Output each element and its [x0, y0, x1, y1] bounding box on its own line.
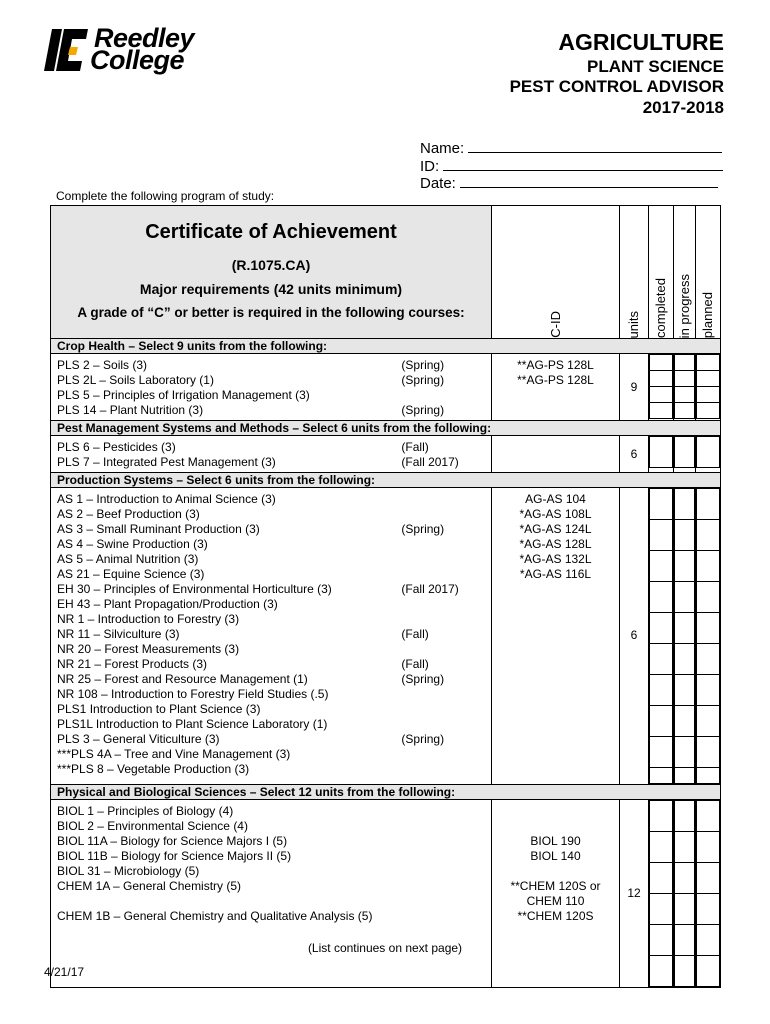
section-units: 6: [620, 488, 649, 785]
course-item: [51, 403, 491, 418]
in-progress-checkbox[interactable]: [675, 675, 695, 706]
course-item: [51, 762, 491, 777]
course-name: ***PLS 8 – Vegetable Production (3): [57, 762, 250, 776]
course-cid: [492, 597, 619, 612]
section-title: Physical and Biological Sciences – Select 12 units from the following:: [51, 784, 721, 799]
cid-column-header: [492, 206, 620, 339]
completed-checkbox[interactable]: [650, 768, 673, 784]
planned-checkbox[interactable]: [697, 371, 720, 387]
planned-checkbox[interactable]: [697, 768, 720, 784]
course-term: (Spring): [401, 672, 445, 686]
in-progress-checkbox[interactable]: [675, 862, 695, 893]
in-progress-checkbox[interactable]: [675, 387, 695, 403]
in-progress-header-label: in progress: [676, 273, 692, 338]
logo-mark-icon: [44, 29, 88, 71]
course-term: [401, 567, 491, 582]
completed-checkbox[interactable]: [650, 551, 673, 582]
completed-checkbox[interactable]: [650, 706, 673, 737]
in-progress-checkbox[interactable]: [675, 582, 695, 613]
course-name: PLS 7 – Integrated Pest Management (3): [57, 455, 276, 469]
course-term: (Fall): [401, 657, 429, 671]
units-column-header: [620, 206, 649, 339]
in-progress-checkbox[interactable]: [675, 371, 695, 387]
course-name: PLS1 Introduction to Plant Science (3): [57, 702, 261, 716]
course-item: [51, 702, 491, 717]
checkbox-grid: [674, 488, 695, 784]
course-term: [401, 388, 491, 403]
cid-header-label: C-ID: [547, 311, 563, 338]
course-item: [51, 388, 491, 403]
course-cid: [492, 864, 619, 879]
course-name: AS 5 – Animal Nutrition (3): [57, 552, 199, 566]
course-cid: *AG-AS 132L: [519, 552, 592, 566]
in-progress-checkbox-column[interactable]: [674, 436, 696, 473]
section-row: [51, 799, 721, 987]
completed-checkbox[interactable]: [650, 371, 673, 387]
course-item: [51, 657, 491, 672]
course-item: [51, 732, 491, 747]
course-item: [51, 642, 491, 657]
course-term: (Spring): [401, 732, 445, 746]
course-cid: [492, 687, 619, 702]
planned-checkbox[interactable]: [697, 551, 720, 582]
course-name: AS 4 – Swine Production (3): [57, 537, 208, 551]
in-progress-checkbox[interactable]: [675, 403, 695, 419]
planned-checkbox[interactable]: [697, 862, 720, 893]
course-name: BIOL 31 – Microbiology (5): [57, 863, 200, 878]
section-courses: [51, 436, 492, 473]
course-term: [401, 819, 491, 834]
planned-checkbox[interactable]: [697, 403, 720, 419]
course-term: (Fall): [401, 627, 429, 641]
in-progress-checkbox[interactable]: [675, 955, 695, 986]
grade-requirement: A grade of “C” or better is required in the following courses:: [77, 305, 465, 320]
course-cid: [492, 657, 619, 672]
course-term: [401, 492, 491, 507]
course-cid: CHEM 110: [526, 893, 585, 908]
course-term: [401, 507, 491, 522]
course-term: [401, 804, 491, 819]
planned-checkbox-column[interactable]: [696, 436, 721, 473]
course-cid: *AG-AS 124L: [519, 522, 592, 536]
course-term: [401, 642, 491, 657]
certificate-title: Certificate of Achievement: [145, 221, 397, 243]
course-name: AS 3 – Small Ruminant Production (3): [57, 522, 260, 536]
date-field[interactable]: [420, 173, 718, 193]
course-name: EH 43 – Plant Propagation/Production (3): [57, 597, 278, 611]
course-name: PLS 14 – Plant Nutrition (3): [57, 403, 204, 417]
college-logo: [44, 23, 234, 76]
completed-checkbox[interactable]: [650, 737, 673, 768]
planned-checkbox[interactable]: [697, 437, 720, 468]
course-term: [401, 612, 491, 627]
major-requirements: Major requirements (42 units minimum): [139, 281, 403, 297]
completed-checkbox[interactable]: [650, 613, 673, 644]
course-cid: [492, 388, 619, 403]
section-title: Crop Health – Select 9 units from the following:: [51, 339, 721, 354]
in-progress-checkbox[interactable]: [675, 489, 695, 520]
course-item: [51, 804, 491, 819]
planned-checkbox[interactable]: [697, 355, 720, 371]
completed-checkbox[interactable]: [650, 582, 673, 613]
course-item: [51, 834, 491, 849]
course-item: [51, 612, 491, 627]
planned-checkbox-column[interactable]: [696, 488, 721, 785]
checkbox-grid: [649, 488, 673, 784]
in-progress-checkbox[interactable]: [675, 613, 695, 644]
checkbox-grid: [696, 488, 720, 784]
completed-checkbox[interactable]: [650, 800, 673, 831]
completed-checkbox[interactable]: [650, 403, 673, 419]
course-term: [401, 702, 491, 717]
logo-line-1: Reedley: [94, 23, 195, 53]
course-name: NR 11 – Silviculture (3): [57, 627, 180, 641]
course-cid: *AG-AS 116L: [519, 567, 592, 581]
course-cid: *AG-AS 128L: [519, 537, 592, 551]
completed-checkbox-column[interactable]: [649, 799, 674, 987]
revision-date: 4/21/17: [44, 965, 85, 979]
certificate-code: (R.1075.CA): [231, 257, 311, 273]
course-name: NR 1 – Introduction to Forestry (3): [57, 612, 240, 626]
course-name: BIOL 1 – Principles of Biology (4): [57, 803, 234, 818]
section-units: 12: [620, 799, 649, 987]
checkbox-grid: [696, 436, 720, 468]
course-term: [401, 537, 491, 552]
course-name: BIOL 2 – Environmental Science (4): [57, 818, 248, 833]
course-cid: [492, 642, 619, 657]
course-cid: [492, 762, 619, 777]
in-progress-checkbox[interactable]: [675, 831, 695, 862]
course-term: [401, 717, 491, 732]
course-item: [51, 358, 491, 373]
course-cid: [492, 440, 619, 455]
course-name: PLS 2 – Soils (3): [57, 358, 148, 372]
course-cid: [492, 702, 619, 717]
course-item: [51, 819, 491, 834]
course-term: [401, 909, 491, 924]
course-name: CHEM 1B – General Chemistry and Qualitative Analysis (5): [57, 908, 373, 923]
planned-checkbox[interactable]: [697, 520, 720, 551]
planned-checkbox[interactable]: [697, 893, 720, 924]
planned-checkbox[interactable]: [697, 737, 720, 768]
course-name: AS 1 – Introduction to Animal Science (3): [57, 492, 276, 506]
course-item: [51, 597, 491, 612]
course-cid: [492, 804, 619, 819]
section-courses: [51, 354, 492, 421]
section-row: [51, 436, 721, 473]
sections-body: [51, 339, 721, 988]
course-cid: AG-AS 104: [525, 492, 586, 506]
course-name: AS 21 – Equine Science (3): [57, 567, 205, 581]
section-units: 6: [620, 436, 649, 473]
course-item: [51, 582, 491, 597]
course-term: [401, 849, 491, 864]
course-item: [51, 373, 491, 388]
in-progress-checkbox[interactable]: [675, 437, 695, 468]
in-progress-checkbox[interactable]: [675, 551, 695, 582]
checkbox-grid: [674, 800, 695, 987]
course-cid: [492, 819, 619, 834]
course-cid: **AG-PS 128L: [517, 358, 594, 372]
completed-checkbox[interactable]: [650, 355, 673, 371]
completed-checkbox[interactable]: [650, 520, 673, 551]
checkbox-grid: [649, 800, 673, 987]
course-cid: [492, 627, 619, 642]
course-term: [401, 552, 491, 567]
course-item: [51, 627, 491, 642]
course-cid: [492, 403, 619, 418]
course-item: [51, 909, 491, 924]
completed-checkbox-column[interactable]: [649, 436, 674, 473]
course-term: [401, 894, 491, 909]
course-item: [51, 864, 491, 879]
course-term: (Fall 2017): [401, 455, 459, 469]
course-item: [51, 440, 491, 455]
course-name: CHEM 1A – General Chemistry (5): [57, 878, 242, 893]
course-term: [401, 687, 491, 702]
course-name: [57, 894, 401, 909]
section-row: [51, 488, 721, 785]
program-title: AGRICULTURE: [558, 29, 724, 55]
section-cid: [492, 799, 620, 987]
course-name: NR 25 – Forest and Resource Management (1): [57, 672, 308, 686]
course-item: [51, 522, 491, 537]
course-name: PLS1L Introduction to Plant Science Laboratory (1): [57, 717, 328, 731]
in-progress-checkbox[interactable]: [675, 893, 695, 924]
course-cid: [492, 732, 619, 747]
checkbox-grid: [696, 800, 720, 987]
course-item: [51, 687, 491, 702]
name-label: Name:: [420, 140, 465, 157]
in-progress-checkbox-column[interactable]: [674, 488, 696, 785]
course-cid: [492, 672, 619, 687]
in-progress-checkbox[interactable]: [675, 355, 695, 371]
course-term: (Spring): [401, 358, 445, 372]
date-input-line[interactable]: [460, 173, 718, 188]
program-year: 2017-2018: [642, 98, 724, 117]
course-term: [401, 747, 491, 762]
checkbox-grid: [674, 436, 695, 468]
checkbox-grid: [674, 354, 695, 419]
program-table: [50, 205, 721, 988]
completed-checkbox-column[interactable]: [649, 354, 674, 421]
section-units: 9: [620, 354, 649, 421]
course-item: [51, 747, 491, 762]
course-name: ***PLS 4A – Tree and Vine Management (3): [57, 747, 291, 761]
course-term: (Spring): [401, 522, 445, 536]
units-header-label: units: [626, 310, 641, 338]
planned-column-header: [696, 206, 721, 339]
course-cid: **CHEM 120S: [517, 908, 594, 923]
course-term: [401, 864, 491, 879]
course-item: [51, 455, 491, 470]
course-term: [401, 597, 491, 612]
completed-checkbox[interactable]: [650, 955, 673, 986]
course-name: PLS 2L – Soils Laboratory (1): [57, 373, 214, 387]
checkbox-grid: [649, 354, 673, 419]
in-progress-column-header: [674, 206, 696, 339]
planned-checkbox[interactable]: [697, 644, 720, 675]
course-cid: [492, 612, 619, 627]
course-item: [51, 492, 491, 507]
course-cid: BIOL 190: [530, 833, 581, 848]
planned-checkbox[interactable]: [697, 955, 720, 986]
course-cid: BIOL 140: [530, 848, 581, 863]
section-courses: [51, 799, 492, 987]
completed-checkbox-column[interactable]: [649, 488, 674, 785]
course-cid: [492, 582, 619, 597]
completed-checkbox[interactable]: [650, 893, 673, 924]
checkbox-grid: [649, 436, 673, 468]
course-name: PLS 3 – General Viticulture (3): [57, 732, 220, 746]
section-cid: [492, 436, 620, 473]
course-name: NR 108 – Introduction to Forestry Field Studies (.5): [57, 687, 329, 701]
course-name: PLS 5 – Principles of Irrigation Management (3): [57, 388, 310, 402]
intro-text: Complete the following program of study:: [56, 189, 275, 203]
name-field[interactable]: [420, 138, 722, 158]
completed-checkbox[interactable]: [650, 862, 673, 893]
planned-checkbox[interactable]: [697, 675, 720, 706]
date-label: Date:: [420, 175, 456, 192]
completed-column-header: [649, 206, 674, 339]
program-subtitle: PLANT SCIENCE: [587, 57, 724, 76]
course-item: [51, 717, 491, 732]
course-term: (Spring): [401, 403, 445, 417]
id-input-line[interactable]: [443, 156, 723, 171]
course-name: BIOL 11A – Biology for Science Majors I (5): [57, 833, 288, 848]
completed-checkbox[interactable]: [650, 831, 673, 862]
in-progress-checkbox[interactable]: [675, 520, 695, 551]
course-item: [51, 879, 491, 894]
completed-checkbox[interactable]: [650, 387, 673, 403]
course-item: [51, 894, 491, 909]
course-cid: [492, 747, 619, 762]
course-item: [51, 552, 491, 567]
in-progress-checkbox-column[interactable]: [674, 354, 696, 421]
planned-checkbox[interactable]: [697, 387, 720, 403]
course-cid: **CHEM 120S or: [510, 878, 601, 893]
checkbox-grid: [696, 354, 720, 419]
planned-checkbox-column[interactable]: [696, 354, 721, 421]
program-name: PEST CONTROL ADVISOR: [509, 77, 724, 96]
section-cid: [492, 488, 620, 785]
in-progress-checkbox[interactable]: [675, 737, 695, 768]
completed-checkbox[interactable]: [650, 489, 673, 520]
planned-checkbox[interactable]: [697, 613, 720, 644]
certificate-header: [51, 206, 492, 339]
course-item: [51, 672, 491, 687]
id-label: ID:: [420, 158, 440, 175]
course-term: (Fall): [401, 440, 429, 454]
course-item: [51, 537, 491, 552]
course-name: NR 21 – Forest Products (3): [57, 657, 208, 671]
section-row: [51, 354, 721, 421]
in-progress-checkbox-column[interactable]: [674, 799, 696, 987]
completed-header-label: completed: [653, 278, 668, 338]
in-progress-checkbox[interactable]: [675, 768, 695, 784]
course-item: [51, 567, 491, 582]
course-name: BIOL 11B – Biology for Science Majors II (5): [57, 848, 292, 863]
course-term: [401, 834, 491, 849]
course-name: EH 30 – Principles of Environmental Horticulture (3): [57, 582, 332, 596]
course-cid: [492, 455, 619, 470]
course-cid: *AG-AS 108L: [519, 507, 592, 521]
course-name: AS 2 – Beef Production (3): [57, 507, 200, 521]
name-input-line[interactable]: [468, 138, 722, 153]
section-cid: [492, 354, 620, 421]
planned-checkbox[interactable]: [697, 582, 720, 613]
planned-checkbox[interactable]: [697, 800, 720, 831]
in-progress-checkbox[interactable]: [675, 644, 695, 675]
planned-header-label: planned: [700, 291, 715, 338]
completed-checkbox[interactable]: [650, 437, 673, 468]
section-courses: [51, 488, 492, 785]
completed-checkbox[interactable]: [650, 644, 673, 675]
section-title: Production Systems – Select 6 units from the following:: [51, 473, 721, 488]
logo-line-2: College: [90, 45, 185, 75]
completed-checkbox[interactable]: [650, 675, 673, 706]
planned-checkbox[interactable]: [697, 489, 720, 520]
planned-checkbox[interactable]: [697, 831, 720, 862]
course-term: [401, 762, 491, 777]
in-progress-checkbox[interactable]: [675, 800, 695, 831]
course-name: PLS 6 – Pesticides (3): [57, 440, 176, 454]
planned-checkbox-column[interactable]: [696, 799, 721, 987]
course-item: [51, 507, 491, 522]
course-cid: [492, 717, 619, 732]
course-name: NR 20 – Forest Measurements (3): [57, 642, 240, 656]
section-title: Pest Management Systems and Methods – Select 6 units from the following:: [51, 421, 721, 436]
course-item: [51, 849, 491, 864]
course-term: (Spring): [401, 373, 445, 387]
continues-note: (List continues on next page): [307, 941, 463, 955]
planned-checkbox[interactable]: [697, 706, 720, 737]
course-term: [401, 879, 491, 894]
course-cid: **AG-PS 128L: [517, 373, 594, 387]
course-term: (Fall 2017): [401, 582, 459, 596]
in-progress-checkbox[interactable]: [675, 706, 695, 737]
